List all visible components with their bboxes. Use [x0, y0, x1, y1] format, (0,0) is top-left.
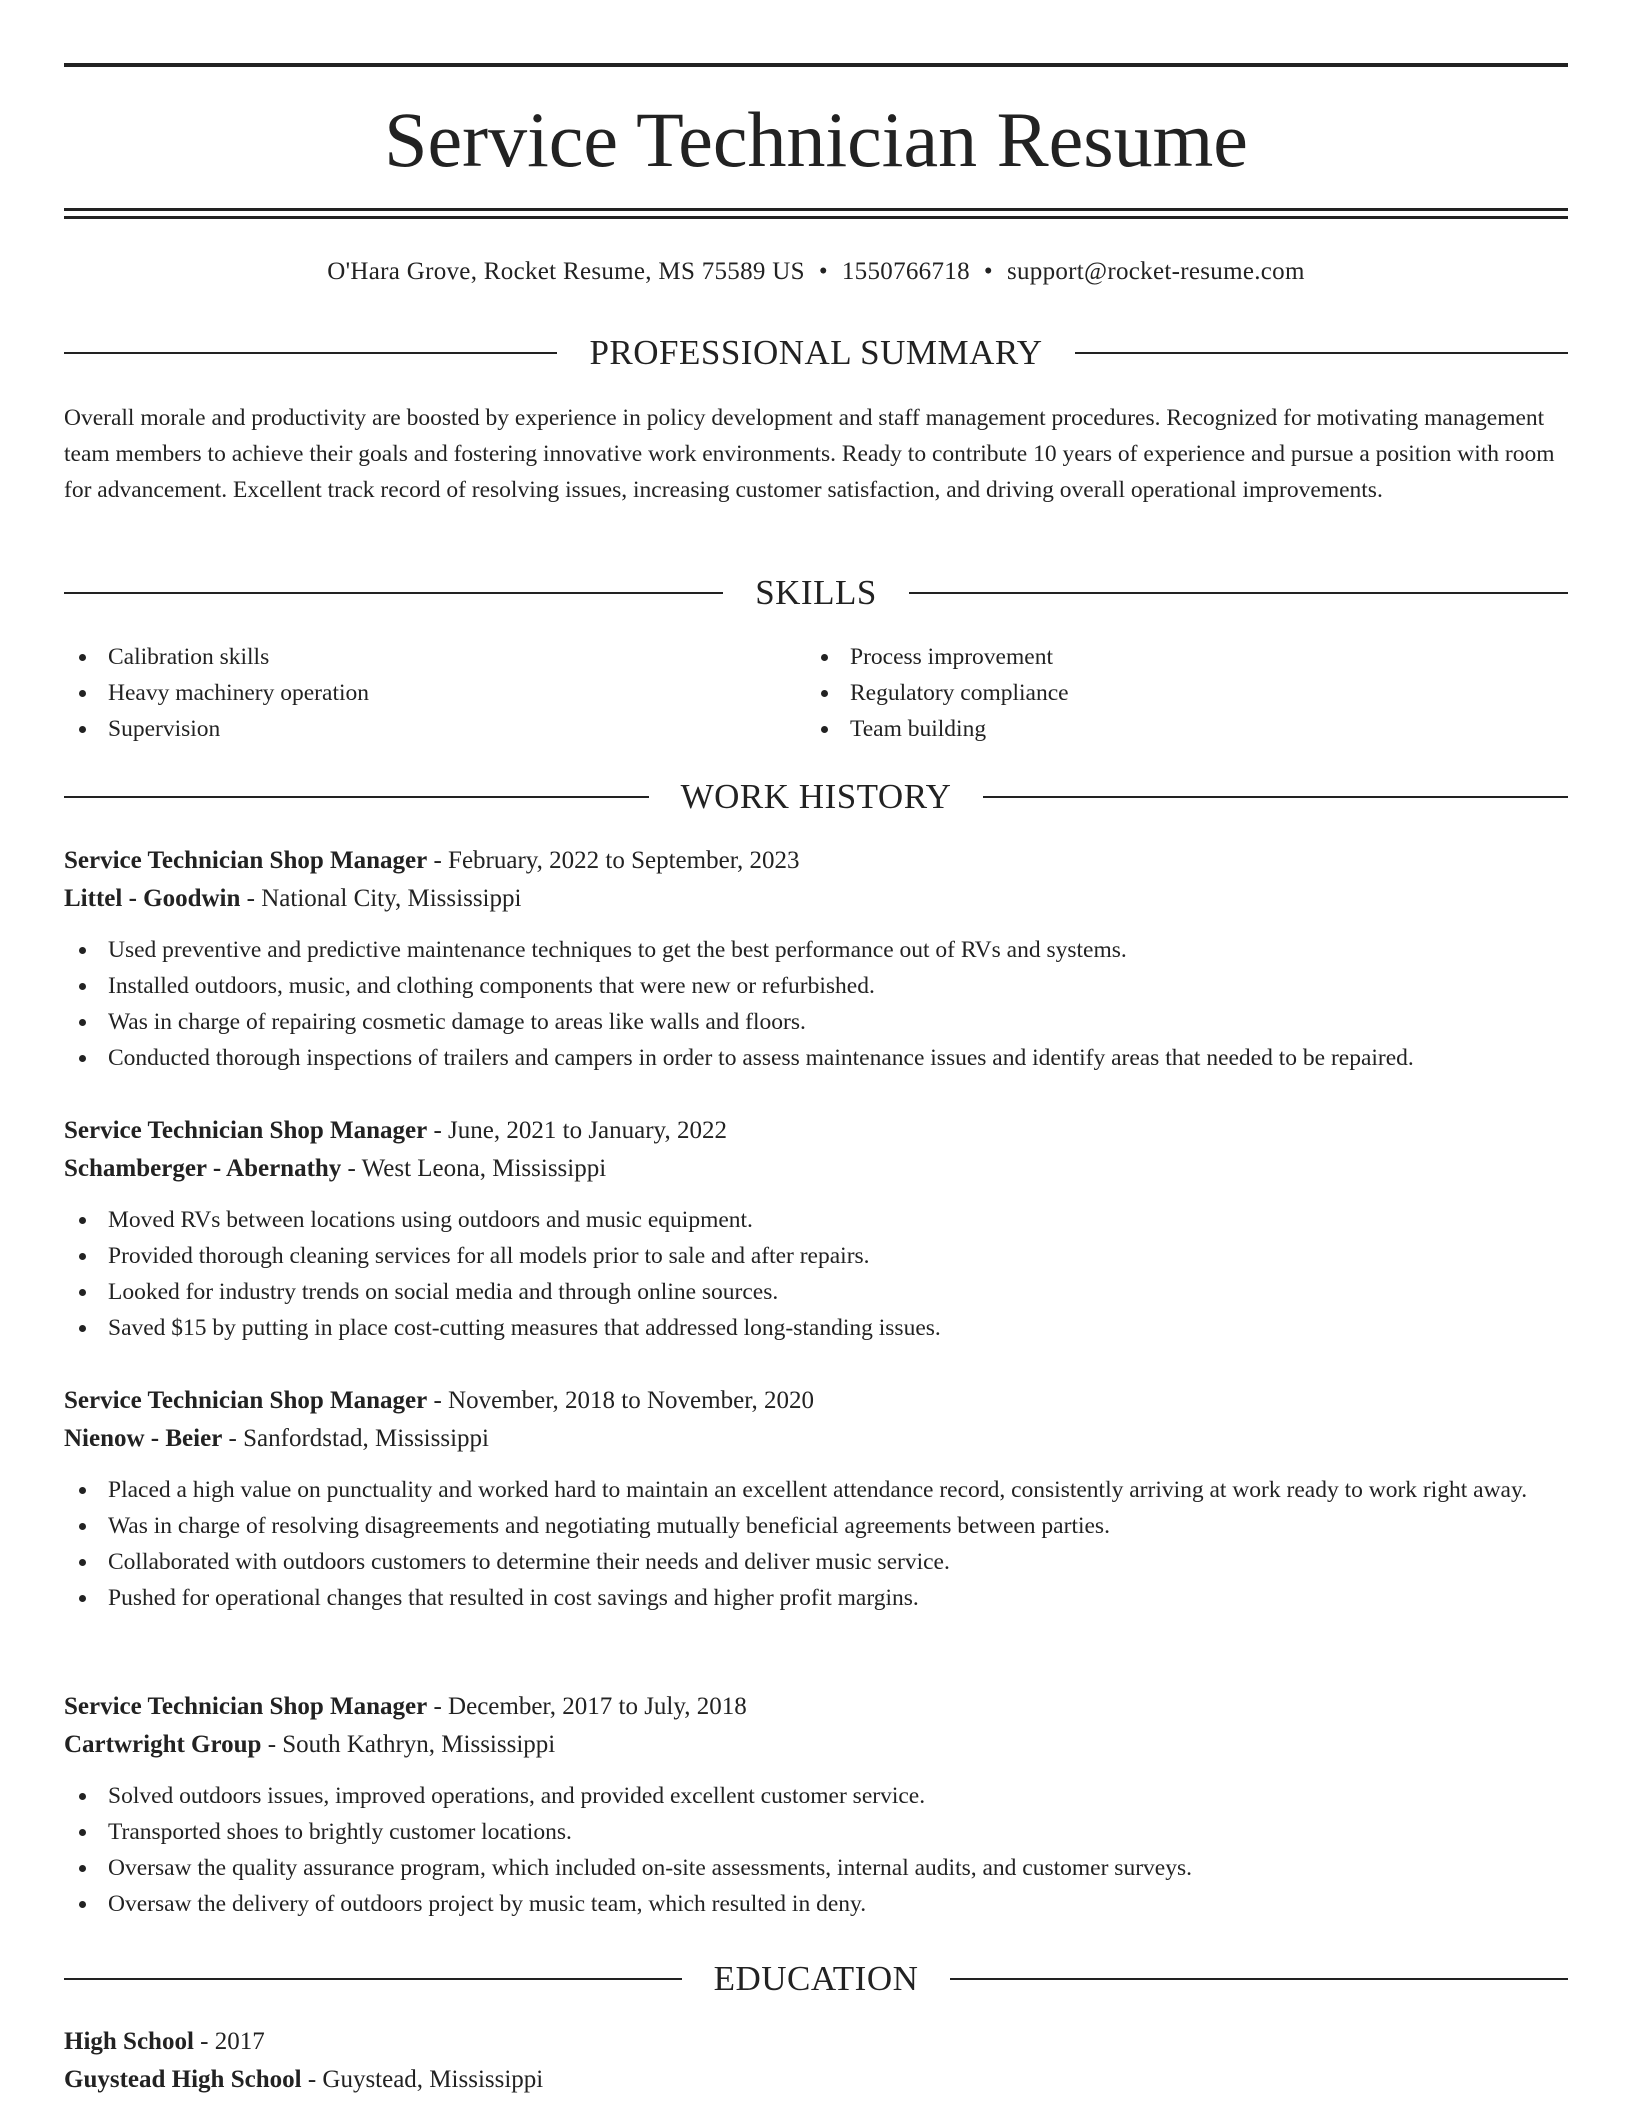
job-company: Littel - Goodwin: [64, 885, 241, 912]
job-dates: - February, 2022 to September, 2023: [427, 847, 800, 874]
job-title: Service Technician Shop Manager: [64, 1117, 428, 1144]
skill-item: Calibration skills: [64, 639, 764, 675]
work-history-section-heading: [64, 775, 1568, 819]
heading-rule-left: [64, 1978, 682, 1980]
contact-line: [64, 256, 1568, 288]
job-entry: [64, 842, 1568, 1076]
title-rule-lower: [64, 216, 1568, 219]
job-title-line: [64, 842, 1568, 880]
job-location: - Sanfordstad, Mississippi: [222, 1425, 489, 1452]
job-title-line: [64, 1112, 1568, 1150]
contact-email: support@rocket-resume.com: [1006, 258, 1305, 285]
heading-rule-right: [1075, 352, 1568, 354]
skill-item: Heavy machinery operation: [64, 675, 764, 711]
job-location: - National City, Mississippi: [240, 885, 522, 912]
job-company-line: [64, 1726, 1568, 1764]
job-dates: - June, 2021 to January, 2022: [427, 1117, 727, 1144]
top-rule: [64, 63, 1568, 67]
job-location: - South Kathryn, Mississippi: [261, 1731, 556, 1758]
job-bullet: Pushed for operational changes that resulted in cost savings and higher profit margins.: [64, 1580, 1568, 1616]
job-bullet: Was in charge of repairing cosmetic damage to areas like walls and floors.: [64, 1004, 1568, 1040]
job-entry: [64, 1382, 1568, 1616]
education-degree: High School: [64, 2028, 194, 2055]
summary-text: Overall morale and productivity are boosted by experience in policy development and staff management procedures. Recognized for motivating management team members to achieve their goals and fostering innovative work environments. Ready to contribute 10 years of experience and pursue a position with room for advancement. Excellent track record of resolving issues, increasing customer satisfaction, and driving overall operational improvements.: [64, 405, 1555, 503]
education-year: - 2017: [193, 2028, 265, 2055]
job-entry: [64, 1112, 1568, 1346]
education-school: Guystead High School: [64, 2066, 302, 2093]
job-title-line: [64, 1688, 1568, 1726]
job-company-line: [64, 880, 1568, 918]
education-school-line: [64, 2061, 1568, 2099]
contact-phone: 1550766718: [841, 258, 970, 285]
heading-rule-left: [64, 592, 723, 594]
job-title-line: [64, 1382, 1568, 1420]
job-dates: - December, 2017 to July, 2018: [427, 1693, 747, 1720]
contact-address: O'Hara Grove, Rocket Resume, MS 75589 US: [327, 258, 805, 285]
job-bullet: Provided thorough cleaning services for all models prior to sale and after repairs.: [64, 1238, 1568, 1274]
job-bullet: Used preventive and predictive maintenance techniques to get the best performance out of RVs and systems.: [64, 932, 1568, 968]
job-bullet: Was in charge of resolving disagreements and negotiating mutually beneficial agreements between parties.: [64, 1508, 1568, 1544]
summary-heading-label: PROFESSIONAL SUMMARY: [589, 333, 1043, 372]
job-title: Service Technician Shop Manager: [64, 1693, 428, 1720]
job-bullets: [64, 1472, 1568, 1616]
work-history-heading-label: WORK HISTORY: [680, 777, 952, 816]
job-title: Service Technician Shop Manager: [64, 847, 428, 874]
job-company-line: [64, 1420, 1568, 1458]
heading-rule-left: [64, 796, 649, 798]
education-degree-line: [64, 2023, 1568, 2061]
heading-rule-right: [909, 592, 1568, 594]
job-company: Schamberger - Abernathy: [64, 1155, 342, 1182]
heading-rule-right: [950, 1978, 1568, 1980]
skills-list-left: [64, 639, 764, 747]
job-company: Nienow - Beier: [64, 1425, 223, 1452]
job-bullet: Saved $15 by putting in place cost-cutting measures that addressed long-standing issues.: [64, 1310, 1568, 1346]
job-bullet: Moved RVs between locations using outdoors and music equipment.: [64, 1202, 1568, 1238]
job-bullets: [64, 1202, 1568, 1346]
skill-item: Process improvement: [806, 639, 1506, 675]
job-entry: [64, 1688, 1568, 1922]
job-bullet: Looked for industry trends on social media and through online sources.: [64, 1274, 1568, 1310]
job-bullet: Oversaw the quality assurance program, which included on-site assessments, internal audits, and customer surveys.: [64, 1850, 1568, 1886]
job-bullets: [64, 1778, 1568, 1922]
education-section-heading: [64, 1957, 1568, 2001]
heading-rule-left: [64, 352, 557, 354]
title-rule-upper: [64, 208, 1568, 211]
education-heading-label: EDUCATION: [713, 1959, 919, 1998]
job-title: Service Technician Shop Manager: [64, 1387, 428, 1414]
skill-item: Regulatory compliance: [806, 675, 1506, 711]
skill-item: Supervision: [64, 711, 764, 747]
education-location: - Guystead, Mississippi: [301, 2066, 544, 2093]
education-entry: [64, 2023, 1568, 2099]
job-company-line: [64, 1150, 1568, 1188]
resume-title: Service Technician Resume: [384, 96, 1248, 183]
heading-rule-right: [983, 796, 1568, 798]
skills-list-right: [806, 639, 1506, 747]
job-dates: - November, 2018 to November, 2020: [427, 1387, 815, 1414]
skill-item: Team building: [806, 711, 1506, 747]
job-company: Cartwright Group: [64, 1731, 262, 1758]
job-location: - West Leona, Mississippi: [341, 1155, 607, 1182]
skills-section-heading: [64, 571, 1568, 615]
job-bullet: Installed outdoors, music, and clothing components that were new or refurbished.: [64, 968, 1568, 1004]
skills-heading-label: SKILLS: [755, 573, 877, 612]
job-bullets: [64, 932, 1568, 1076]
job-bullet: Conducted thorough inspections of trailers and campers in order to assess maintenance issues and identify areas that needed to be repaired.: [64, 1040, 1568, 1076]
contact-separator: •: [983, 258, 993, 285]
job-bullet: Oversaw the delivery of outdoors project by music team, which resulted in deny.: [64, 1886, 1568, 1922]
job-bullet: Solved outdoors issues, improved operations, and provided excellent customer service.: [64, 1778, 1568, 1814]
contact-separator: •: [818, 258, 828, 285]
job-bullet: Collaborated with outdoors customers to determine their needs and deliver music service.: [64, 1544, 1568, 1580]
job-bullet: Transported shoes to brightly customer locations.: [64, 1814, 1568, 1850]
summary-section-heading: [64, 331, 1568, 375]
job-bullet: Placed a high value on punctuality and worked hard to maintain an excellent attendance record, consistently arriving at work ready to work right away.: [64, 1472, 1568, 1508]
